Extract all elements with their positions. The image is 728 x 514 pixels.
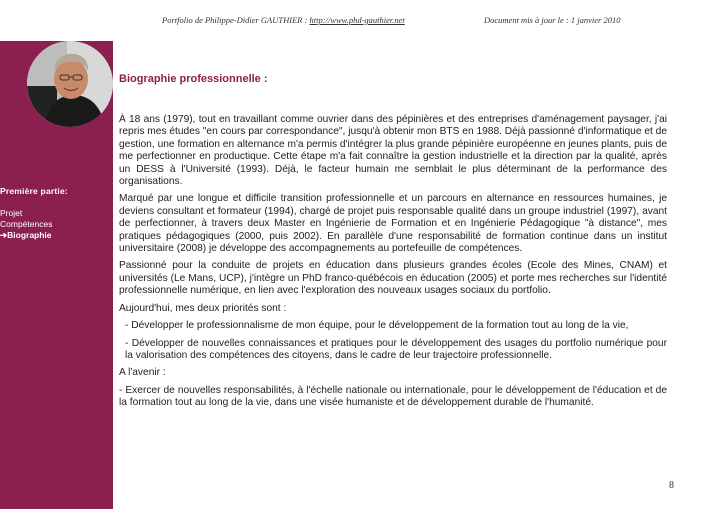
sidebar-item-biographie[interactable]: ➔Biographie [0,230,52,240]
paragraph: - Exercer de nouvelles responsabilités, à l'échelle nationale ou internationale, pour le développement de l'éducation et de la formation tout au long de la vie, dans une visée humaniste et de développement durable de l'humanité. [119,384,667,409]
website-link[interactable]: http://www.phd-gauthier.net [309,15,405,25]
header-owner-text: Portfolio de Philippe-Didier GAUTHIER : [162,15,310,25]
paragraph: À 18 ans (1979), tout en travaillant comme ouvrier dans des pépinières et des entreprises d'aménagement paysager, j'ai repris mes études "en cours par correspondance", jusqu'à obtenir mon BTS en 1988. Déjà passionné d'informatique et de gestion, une formation en alternance m'a permis d'intégrer la plus grande pépinière européenne en jeunes plants, puis de me perfectionner en productique. Cette étape m'a fait connaître la gestion industrielle et la direction par la qualité, après un DESS à l'Université (1993). Déjà, le facteur humain me semblait le plus déterminant de la performance des organisations. [119,114,667,188]
sidebar-item-projet[interactable]: Projet [0,208,23,218]
page-number: 8 [669,480,674,491]
header-update-date: Document mis à jour le : 1 janvier 2010 [484,15,621,25]
priority-item: - Développer le professionnalisme de mon équipe, pour le développement de la formation tout au long de la vie, [125,320,629,332]
person-portrait-icon [27,41,113,127]
biography-content [119,114,667,415]
paragraph: Passionné pour la conduite de projets en éducation dans plusieurs grandes écoles (Ecole des Mines, CNAM) et universités (Le Mans, UCP), j'intègre un PhD franco-québécois en éducation (2005) et porte mes recherches sur l'identité professionnelle numérique, en lien avec l'exploration des nouveaux usages sociaux du portfolio. [119,260,667,297]
profile-photo [27,41,113,127]
paragraph: Marqué par une longue et difficile transition professionnelle et un parcours en alternance en ressources humaines, je deviens consultant et formateur (1994), chargé de projet puis responsable qualité dans un groupe industriel (1997), avant de perfectionner, à travers deux Master en Ingénierie de Formation et en Ingénierie Pédagogique "à distance", mes pratiques pédagogiques (2000, puis 2002). En parallèle d'une responsabilité de formation continue dans un institut universitaire (2008) je développe des accompagnements au portefeuille de compétences. [119,193,667,255]
paragraph: Aujourd'hui, mes deux priorités sont : [119,302,287,314]
sidebar-section-title: Première partie: [0,186,68,196]
priority-item: - Développer de nouvelles connaissances et pratiques pour le développement des usages du portfolio numérique pour la valorisation des compétences des citoyens, dans le cadre de leur trajectoire professionnelle. [125,337,667,361]
page-header [0,15,728,29]
section-title: Biographie professionnelle : [119,73,268,85]
paragraph: A l'avenir : [119,367,166,379]
sidebar-item-competences[interactable]: Compétences [0,219,53,229]
sidebar-navigation [0,186,113,241]
header-portfolio-info [162,15,405,25]
